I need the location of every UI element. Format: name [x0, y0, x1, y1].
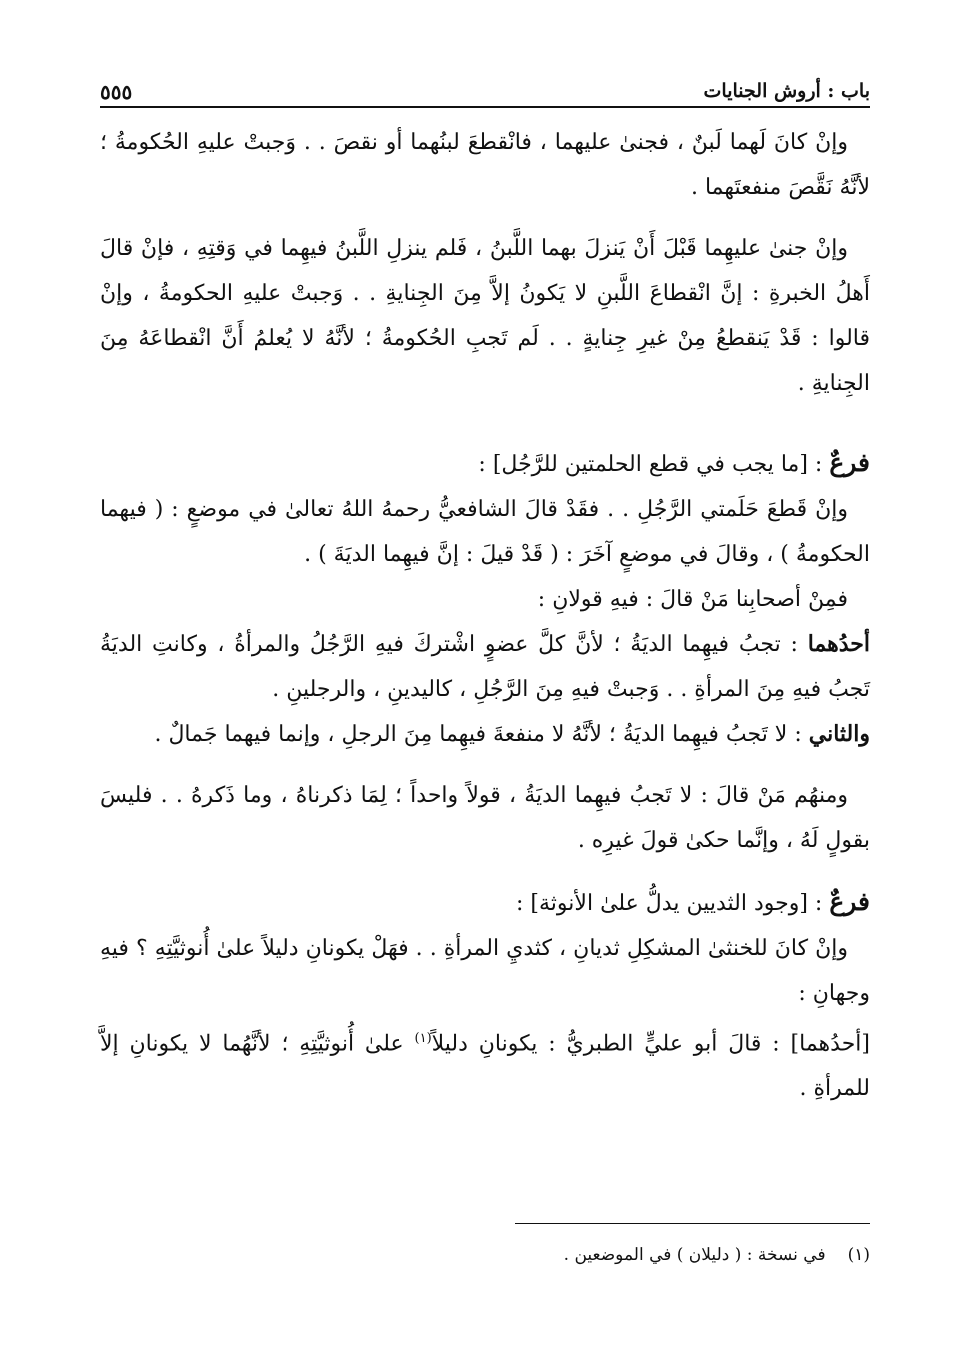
footnote-text: في نسخة : ( دليلان ) في الموضعين .	[563, 1245, 826, 1265]
branch-heading	[100, 879, 870, 926]
term-label: أحدُهما	[807, 631, 870, 657]
branch-heading	[100, 440, 870, 487]
paragraph-text: : لا تَجبُ فيهِما الديَةُ ؛ لأنَّهُ لا منفعةَ فيهِما مِنَ الرجلِ ، وإنما فيهما جَمالٌ .	[154, 722, 809, 747]
branch-label: فرعٌ	[829, 887, 870, 916]
paragraph	[100, 712, 870, 757]
footnote-ref[interactable]: (١)	[414, 1031, 432, 1046]
term-label: [أحدُهما]	[790, 1031, 870, 1057]
paragraph: فمِنْ أصحابِنا مَنْ قالَ : فيهِ قولانِ :	[537, 587, 848, 612]
paragraph	[100, 622, 870, 712]
chapter-title: باب : أروش الجنايات	[703, 80, 870, 102]
header-rule	[100, 106, 870, 108]
footnote-number: (١)	[847, 1245, 870, 1265]
page-header	[100, 72, 870, 106]
footnote-rule	[515, 1223, 870, 1224]
paragraph: وإنْ كانَ لَهما لَبنٌ ، فجنىٰ عليهما ، فانْقطعَ لبنُهما أو نقصَ . . وَجبتْ عليهِ الحُكومةُ ؛ لأنَّهُ نَقَّصَ منفعتَهما .	[100, 130, 870, 200]
branch-title: : [وجود الثديين يدلُّ علىٰ الأنوثة] :	[516, 891, 830, 916]
paragraph-text: علىٰ أُنوثيَّتِهِ ؛ لأنَّهُما لا يكونانِ إلاَّ للمرأةِ .	[100, 1031, 870, 1102]
branch-title: : [ما يجب في قطع الحلمتين للرَّجُل] :	[478, 452, 830, 477]
paragraph: وإنْ قَطعَ حَلَمتي الرَّجُلِ . . فقَدْ قالَ الشافعيُّ رحمهُ اللهُ تعالىٰ في موضعٍ : ( فيهما الحكومةُ ) ، وقالَ في موضعٍ آخَرَ : ( قَدْ قيلَ : إنَّ فيهِما الديَةَ ) .	[100, 497, 870, 567]
book-page	[100, 72, 870, 1265]
page-body	[100, 120, 870, 1111]
term-label: والثاني	[808, 721, 870, 747]
paragraph-text: : قالَ أبو عليٍّ الطبريُّ : يكونانِ دليلاً	[431, 1031, 791, 1057]
paragraph-text: : تجبُ فيهِما الديَةُ ؛ لأنَّ كلَّ عضوٍ اشْتركَ فيهِ الرَّجُلُ والمرأةُ ، وكانتِ الديَةُ تَجبُ فيهِ مِنَ المرأةِ . . وَجبتْ فيهِ مِنَ الرَّجُلِ ، كاليدينِ ، والرجلينِ .	[100, 632, 870, 702]
paragraph: ومنهُم مَنْ قالَ : لا تَجبُ فيهِما الديَةُ ، قولاً واحداً ؛ لِمَا ذكرناهُ ، وما ذَكرهُ . . فليسَ بقولٍ لَهُ ، وإنَّما حكىٰ قولَ غيرِه .	[100, 783, 870, 853]
paragraph	[100, 1016, 870, 1111]
footnote	[564, 1240, 870, 1270]
branch-label: فرعٌ	[829, 448, 870, 477]
page-number: ٥٥٥	[100, 80, 133, 104]
paragraph: وإنْ كانَ للخنثىٰ المشكِلِ ثديانِ ، كثديِ المرأةِ . . فهَلْ يكونانِ دليلاً علىٰ أُنوثيَّتِهِ ؟ فيهِ وجهانِ :	[100, 936, 870, 1006]
paragraph: وإنْ جنىٰ عليهِما قَبْلَ أَنْ يَنزلَ بهما اللَّبنُ ، فَلم ينزلِ اللَّبنُ فيهِما في وَقتِهِ ، فإنْ قالَ أَهلُ الخبرةِ : إنَّ انْقطاعَ اللَّبنِ لا يَكونُ إلاَّ مِنَ الجِنايةِ . . وَجبتْ عليهِ الحكومةُ ، وإنْ قالوا : قَدْ يَنقطعُ مِنْ غيرِ جِنايةٍ . . لَم تَجبِ الحُكومةُ ؛ لأنَّهُ لا يُعلمُ أَنَّ انْقطاعَهُ مِنَ الجِنايةِ .	[100, 236, 870, 396]
